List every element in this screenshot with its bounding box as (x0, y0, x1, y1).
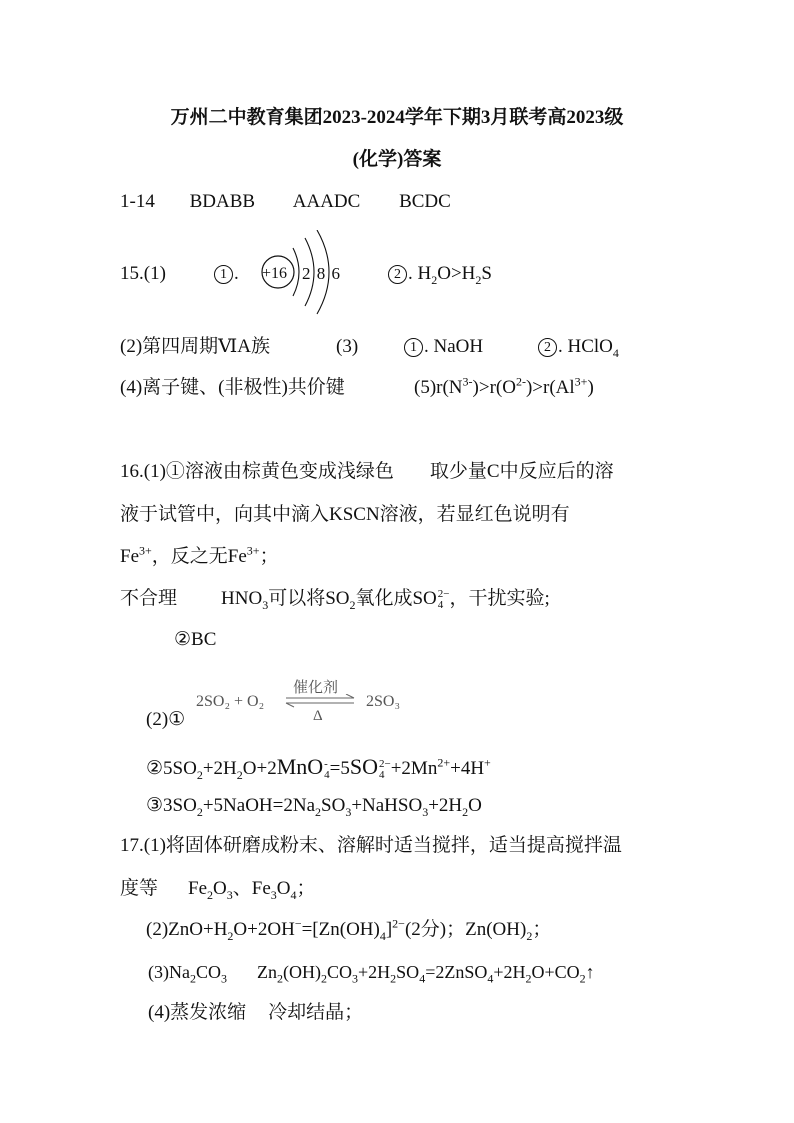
q15-part4: (4)离子键、(非极性)共价键 (120, 377, 345, 398)
mc-group-3: BCDC (399, 191, 451, 212)
q16-line1: 16.(1)①溶液由棕黄色变成浅绿色 取少量C中反应后的溶 (120, 461, 614, 482)
q15-c2: 2 . $H_2O>H_2S$ (388, 262, 492, 286)
mc-range: 1-14 (120, 191, 155, 212)
q15-c1: 1 . (214, 262, 239, 286)
eq-right: 2SO₃ (366, 693, 401, 710)
q16-line2: 液于试管中，向其中滴入KSCN溶液，若显红色说明有 (120, 504, 570, 525)
circled-number-1: 1 (214, 265, 233, 284)
mc-group-2: AAADC (292, 191, 361, 212)
q16-line3: $Fe^{3+}$，反之无$Fe^{3+}$； (120, 543, 279, 567)
circled-number-2: 2 (388, 265, 407, 284)
title-line-2: (化学)答案 (352, 149, 442, 170)
q15-part3-a2: 2 . HClO$_4$ (538, 335, 619, 359)
eq-delta: Δ (313, 708, 323, 724)
atom-nucleus-label: +16 (262, 265, 288, 282)
atom-shell-electrons: 2 8 6 (302, 264, 340, 283)
q16-part2-eq2: $②5SO_2+2H_2O+2MnO$ - 4 =5SO 2− 4 $+2Mn^{2+}+4H^+$ (146, 754, 491, 782)
eq-catalyst: 催化剂 (293, 680, 339, 696)
q16-line4: 不合理 $HNO_3$可以将$SO_2$氧化成SO 2− 4 ，干扰实验; (120, 587, 550, 612)
circled-number-2: 2 (538, 338, 557, 357)
q17-line2: 度等 $Fe_2O_3$、$Fe_3O_4$； (120, 878, 316, 902)
mc-group-1: BDABB (189, 191, 256, 212)
q17-line3: $(2)ZnO+H_2O+2OH^-=[Zn(OH)_4]^{2-}(2$分)；$Zn(OH)_2$； (146, 916, 552, 943)
mc-answers (120, 190, 451, 214)
q17-line4: $(3)Na_2CO_3$ $Zn_2(OH)_2CO_3+2H_2SO_4=2ZnSO_4+2H_2O+CO_2↑$ (148, 962, 595, 986)
q15-part3-a1: 1 . NaOH (404, 335, 483, 359)
q15-part2: (2)第四周期ⅥA族 (120, 336, 270, 357)
title-line-1: 万州二中教育集团2023-2024学年下期3月联考高2023级 (170, 107, 624, 128)
q17-line1: 17.(1)将固体研磨成粉末、溶解时适当搅拌，适当提高搅拌温 (120, 835, 622, 856)
q15-part5: $(5)r(N^{3-})>r(O^{2-})>r(Al^{3+})$ (414, 374, 594, 398)
q15-label: 15.(1) (120, 263, 166, 284)
q16-part2-label: (2)① (146, 709, 186, 730)
q17-line5: (4)蒸发浓缩 冷却结晶； (148, 1002, 364, 1023)
q16-line5: ②BC (174, 629, 217, 650)
q15-part3: (3) (336, 336, 359, 357)
q15-part1 (120, 262, 166, 286)
q16-part2-eq3: $③3SO_2+5NaOH=2Na_2SO_3+NaHSO_3+2H_2O$ (146, 795, 482, 819)
circled-number-1: 1 (404, 338, 423, 357)
eq-left: 2SO₂ + O₂ (196, 693, 265, 710)
sulfate-ion-charge: 2− 4 (437, 587, 450, 611)
